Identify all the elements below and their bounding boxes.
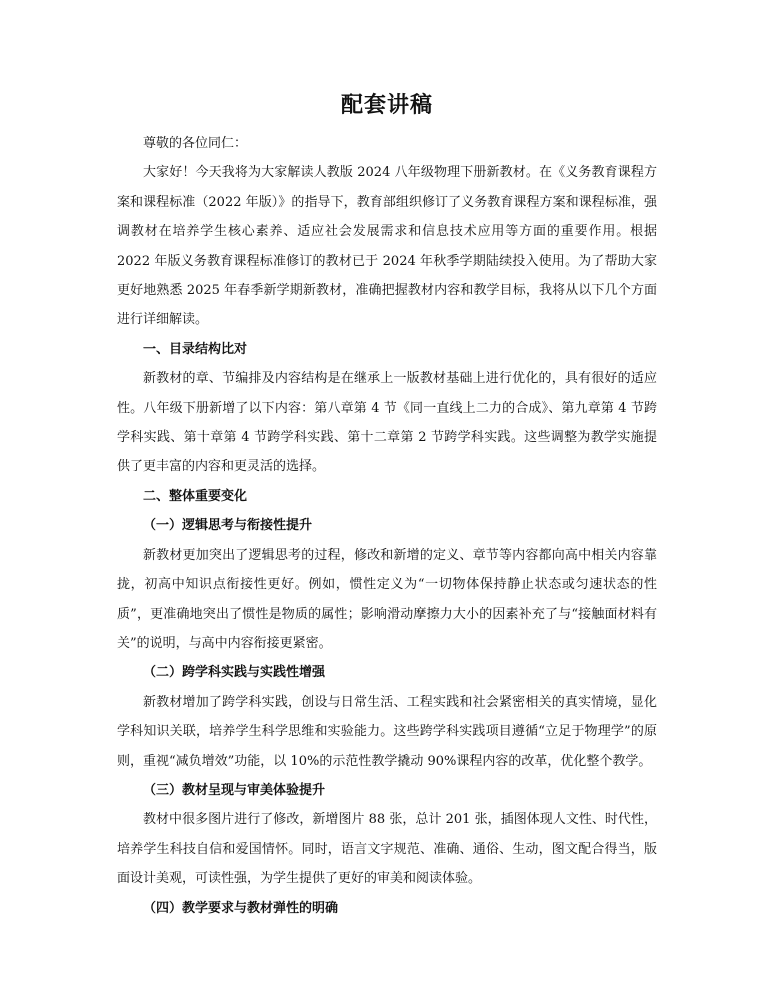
- subsection-heading-requirements: （四）教学要求与教材弹性的明确: [143, 900, 339, 916]
- page-title: 配套讲稿: [340, 92, 433, 118]
- subsection-heading-presentation: （三）教材呈现与审美体验提升: [143, 782, 326, 798]
- section-body-directory: 新教材的章、节编排及内容结构是在继承上一版教材基础上进行优化的，具有很好的适应性。八年级下册新增了以下内容：第八章第 4 节《同一直线上二力的合成》、第九章第 4 节跨学科实践、第十章第 4 节跨学科实践、第十二章第 2 节跨学科实践。这些调整为教学实施提供了更丰富的内容和更灵活的选择。: [117, 371, 657, 475]
- subsection-body-practice: 新教材增加了跨学科实践，创设与日常生活、工程实践和社会紧密相关的真实情境，显化学科知识关联，培养学生科学思维和实验能力。这些跨学科实践项目遵循“立足于物理学”的原则，重视“减负增效”功能，以 10%的示范性教学撬动 90%课程内容的改革，优化整个教学。: [117, 694, 657, 769]
- subsection-body-presentation: 教材中很多图片进行了修改，新增图片 88 张，总计 201 张，插图体现人文性、时代性，培养学生科技自信和爱国情怀。同时，语言文字规范、准确、通俗、生动，图文配合得当，版面设计美观，可读性强，为学生提供了更好的审美和阅读体验。: [117, 812, 657, 887]
- subsection-heading-practice: （二）跨学科实践与实践性增强: [143, 665, 326, 681]
- subsection-body-logic: 新教材更加突出了逻辑思考的过程，修改和新增的定义、章节等内容都向高中相关内容靠拢，初高中知识点衔接性更好。例如，惯性定义为“一切物体保持静止状态或匀速状态的性质”，更准确地突出了惯性是物质的属性；影响滑动摩擦力大小的因素补充了与“接触面材料有关”的说明，与高中内容衔接更紧密。: [117, 547, 657, 651]
- subsection-heading-logic: （一）逻辑思考与衔接性提升: [143, 518, 313, 534]
- section-heading-directory: 一、目录结构比对: [143, 341, 248, 357]
- section-heading-changes: 二、整体重要变化: [143, 488, 248, 504]
- greeting: 尊敬的各位同仁：: [143, 136, 248, 151]
- document-page: [117, 88, 657, 923]
- intro-paragraph: 大家好！今天我将为大家解读人教版 2024 八年级物理下册新教材。在《义务教育课程方案和课程标准（2022 年版）》的指导下，教育部组织修订了义务教育课程方案和课程标准，强调教材在培养学生核心素养、适应社会发展需求和信息技术应用等方面的重要作用。根据 2022 年版义务教育课程标准修订的教材已于 2024 年秋季学期陆续投入使用。为了帮助大家更好地熟悉 2025 年春季新学期新教材，准确把握教材内容和教学目标，我将从以下几个方面进行详细解读。: [117, 165, 657, 328]
